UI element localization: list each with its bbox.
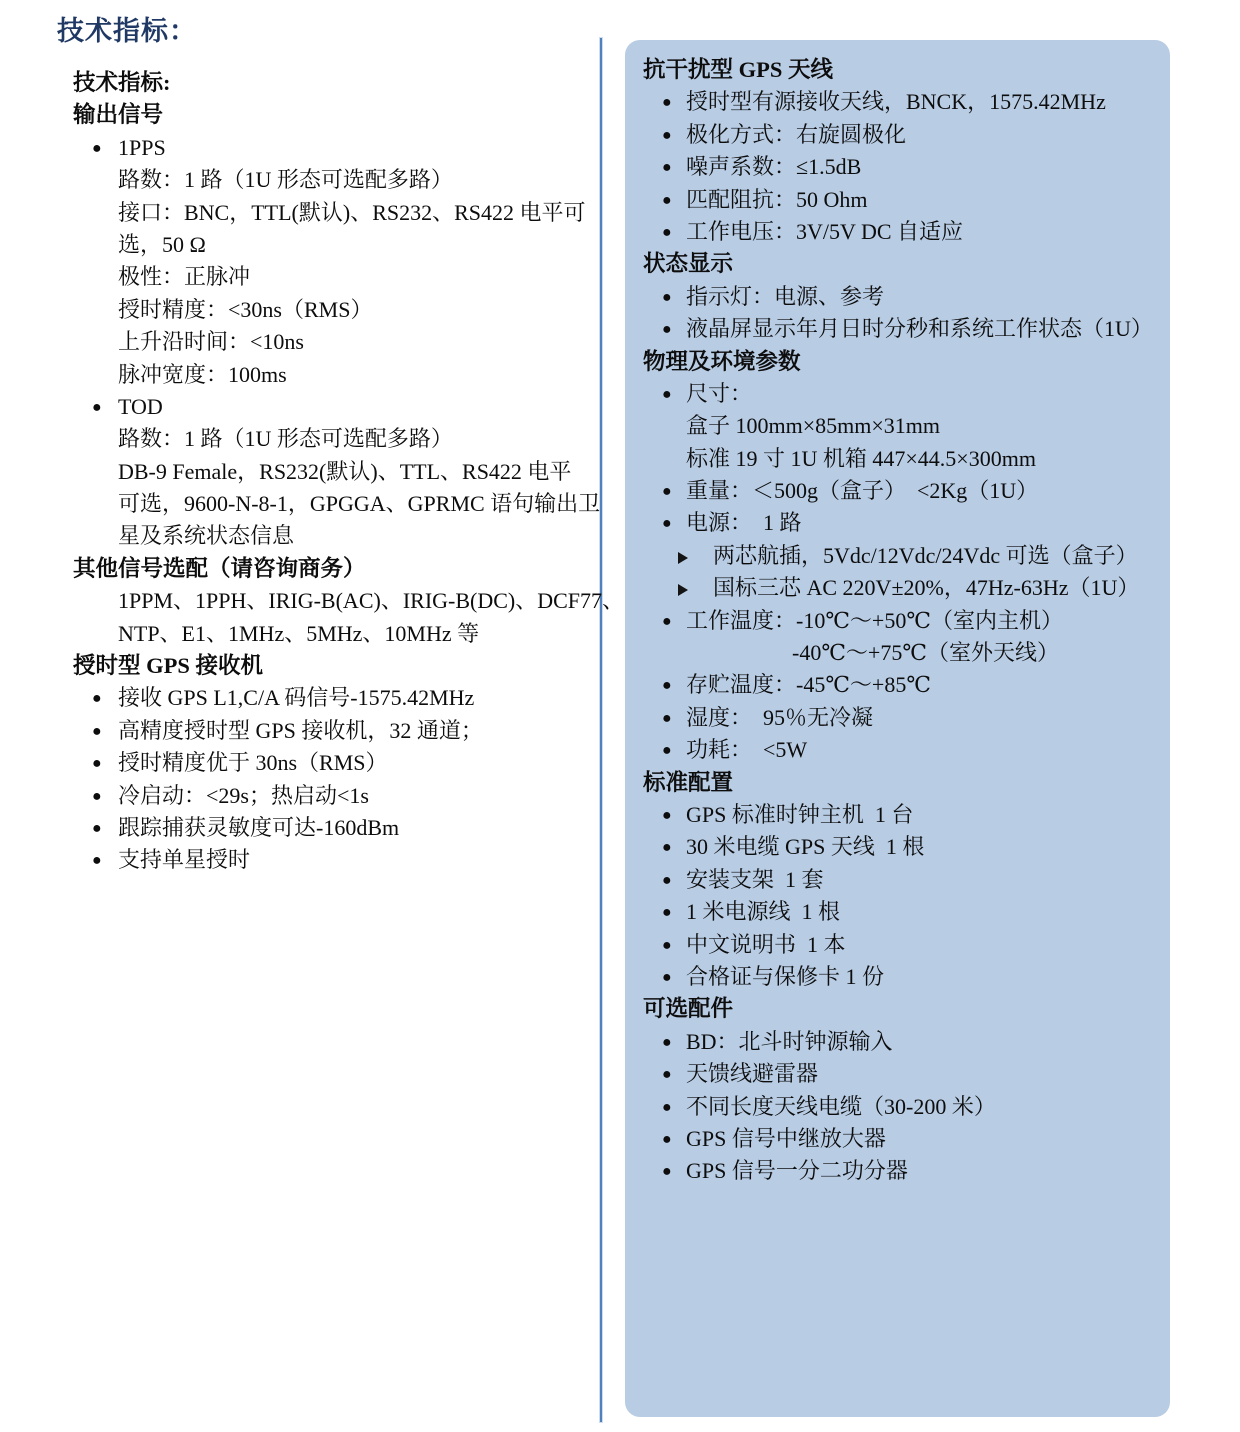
spec-text: 星及系统状态信息 [118, 523, 295, 549]
spec-text: 输出信号 [73, 102, 164, 128]
spec-text: 电源： 1 路 [686, 510, 802, 536]
spec-line [625, 443, 1170, 475]
spec-line [73, 261, 593, 293]
spec-text: 存贮温度：-45℃～+85℃ [686, 672, 931, 698]
bullet-icon: ● [92, 755, 102, 773]
spec-line [625, 313, 1170, 345]
section-heading [625, 248, 1170, 280]
spec-line [73, 812, 593, 844]
spec-line [625, 605, 1170, 637]
spec-text: 路数：1 路（1U 形态可选配多路） [118, 167, 453, 193]
spec-text: 支持单星授时 [118, 847, 251, 873]
left-spec-column [73, 67, 625, 877]
spec-text: 工作电压：3V/5V DC 自适应 [686, 218, 964, 244]
spec-line [625, 540, 1170, 572]
spec-text: 其他信号选配（请咨询商务） [73, 555, 366, 581]
section-heading [625, 993, 1170, 1025]
spec-line [625, 799, 1170, 831]
spec-text: 脉冲宽度：100ms [118, 361, 287, 387]
bullet-icon: ● [92, 787, 102, 805]
spec-text: 不同长度天线电缆（30-200 米） [686, 1093, 996, 1119]
spec-line [73, 520, 593, 552]
spec-text: 授时型 GPS 接收机 [73, 653, 264, 679]
spec-line [73, 747, 593, 779]
spec-text: 可选配件 [643, 996, 734, 1022]
arrow-icon [678, 552, 688, 564]
section-heading [625, 54, 1170, 86]
bullet-icon: ● [662, 612, 672, 630]
spec-text: 30 米电缆 GPS 天线 1 根 [686, 834, 925, 860]
page-title: 技术指标： [57, 16, 197, 46]
spec-line [625, 734, 1170, 766]
spec-text: DB-9 Female，RS232(默认)、TTL、RS422 电平 [118, 458, 572, 484]
spec-line [625, 896, 1170, 928]
spec-line [625, 86, 1170, 118]
spec-line [73, 585, 625, 617]
spec-line [625, 1058, 1170, 1090]
spec-line [73, 229, 593, 261]
bullet-icon: ● [662, 126, 672, 144]
bullet-icon: ● [92, 690, 102, 708]
bullet-icon: ● [662, 904, 672, 922]
bullet-icon: ● [662, 515, 672, 533]
spec-text: -40℃～+75℃（室外天线） [792, 640, 1059, 666]
spec-line [73, 456, 593, 488]
bullet-icon: ● [662, 677, 672, 695]
spec-line [625, 961, 1170, 993]
bullet-icon: ● [662, 483, 672, 501]
spec-text: GPS 信号一分二功分器 [686, 1158, 908, 1184]
section-heading [73, 67, 593, 99]
spec-text: 1PPS [118, 134, 166, 160]
bullet-icon: ● [662, 159, 672, 177]
spec-line [73, 488, 601, 520]
spec-text: 路数：1 路（1U 形态可选配多路） [118, 426, 453, 452]
spec-text: TOD [118, 393, 163, 419]
column-divider-line [600, 38, 602, 1422]
spec-line [625, 1155, 1170, 1187]
spec-line [73, 294, 593, 326]
spec-line [73, 715, 593, 747]
spec-text: 指示灯：电源、参考 [686, 283, 885, 309]
right-spec-column [625, 54, 1170, 1188]
spec-line [625, 475, 1170, 507]
bullet-icon: ● [662, 288, 672, 306]
spec-text: 极性：正脉冲 [118, 264, 251, 290]
spec-line [625, 702, 1170, 734]
spec-line [625, 1091, 1170, 1123]
spec-line [73, 359, 593, 391]
spec-line [625, 637, 1170, 669]
spec-line [625, 669, 1170, 701]
spec-line [625, 216, 1170, 248]
spec-line [73, 423, 593, 455]
spec-line [625, 119, 1170, 151]
section-heading [625, 767, 1170, 799]
bullet-icon: ● [662, 839, 672, 857]
spec-text: 安装支架 1 套 [686, 866, 824, 892]
spec-line [73, 682, 593, 714]
spec-text: 状态显示 [643, 251, 734, 277]
spec-text: 盒子 100mm×85mm×31mm [686, 413, 940, 439]
spec-text: 中文说明书 1 本 [686, 931, 846, 957]
spec-line [73, 326, 593, 358]
bullet-icon: ● [662, 223, 672, 241]
bullet-icon: ● [662, 968, 672, 986]
spec-text: 重量：＜500g（盒子） <2Kg（1U） [686, 478, 1039, 504]
bullet-icon: ● [662, 1130, 672, 1148]
spec-text: 标准 19 寸 1U 机箱 447×44.5×300mm [686, 445, 1036, 471]
bullet-icon: ● [662, 321, 672, 339]
spec-line [625, 507, 1170, 539]
spec-text: 液晶屏显示年月日时分秒和系统工作状态（1U） [686, 316, 1153, 342]
bullet-icon: ● [662, 936, 672, 954]
bullet-icon: ● [662, 806, 672, 824]
spec-text: 国标三芯 AC 220V±20%，47Hz-63Hz（1U） [713, 575, 1140, 601]
bullet-icon: ● [92, 139, 102, 157]
bullet-icon: ● [662, 742, 672, 760]
bullet-icon: ● [662, 871, 672, 889]
bullet-icon: ● [662, 1098, 672, 1116]
spec-line [73, 618, 593, 650]
spec-text: 功耗： <5W [686, 737, 808, 763]
spec-line [625, 864, 1170, 896]
spec-text: 可选，9600-N-8-1，GPGGA、GPRMC 语句输出卫 [118, 491, 601, 517]
spec-line [625, 1123, 1170, 1155]
bullet-icon: ● [92, 819, 102, 837]
arrow-icon [678, 584, 688, 596]
bullet-icon: ● [662, 1163, 672, 1181]
section-heading [73, 99, 593, 131]
spec-text: 接口：BNC，TTL(默认)、RS232、RS422 电平可 [118, 199, 586, 225]
spec-text: 选，50 Ω [118, 231, 206, 257]
spec-text: 接收 GPS L1,C/A 码信号-1575.42MHz [118, 685, 475, 711]
spec-text: 冷启动：<29s；热启动<1s [118, 782, 369, 808]
bullet-icon: ● [662, 94, 672, 112]
spec-line [73, 780, 593, 812]
spec-text: 物理及环境参数 [643, 348, 801, 374]
spec-line [625, 151, 1170, 183]
spec-text: 湿度： 95％无冷凝 [686, 704, 874, 730]
spec-text: 噪声系数：≤1.5dB [686, 154, 862, 180]
spec-line [625, 929, 1170, 961]
spec-line [625, 378, 1170, 410]
spec-text: 合格证与保修卡 1 份 [686, 963, 885, 989]
bullet-icon: ● [662, 385, 672, 403]
bullet-icon: ● [92, 852, 102, 870]
spec-text: 标准配置 [643, 769, 734, 795]
bullet-icon: ● [662, 191, 672, 209]
spec-line [73, 391, 593, 423]
spec-line [625, 184, 1170, 216]
bullet-icon: ● [662, 1066, 672, 1084]
spec-line [625, 1026, 1170, 1058]
spec-text: 天馈线避雷器 [686, 1061, 819, 1087]
bullet-icon: ● [92, 722, 102, 740]
spec-text: 1 米电源线 1 根 [686, 899, 841, 925]
spec-line [625, 410, 1170, 442]
spec-text: 授时精度优于 30ns（RMS） [118, 750, 388, 776]
spec-line [625, 572, 1170, 604]
section-heading [73, 650, 593, 682]
section-heading [73, 553, 593, 585]
spec-text: 抗干扰型 GPS 天线 [643, 57, 834, 82]
bullet-icon: ● [662, 1033, 672, 1051]
spec-text: 尺寸： [686, 380, 753, 406]
spec-text: 授时精度：<30ns（RMS） [118, 296, 373, 322]
spec-line [73, 197, 593, 229]
spec-text: GPS 标准时钟主机 1 台 [686, 801, 914, 827]
spec-text: 上升沿时间：<10ns [118, 329, 304, 355]
spec-line [73, 844, 593, 876]
spec-line [625, 831, 1170, 863]
section-heading [625, 346, 1170, 378]
bullet-icon: ● [662, 709, 672, 727]
spec-text: 两芯航插，5Vdc/12Vdc/24Vdc 可选（盒子） [713, 542, 1138, 568]
spec-text: NTP、E1、1MHz、5MHz、10MHz 等 [118, 620, 480, 646]
spec-line [73, 132, 593, 164]
spec-text: 1PPM、1PPH、IRIG-B(AC)、IRIG-B(DC)、DCF77、 [118, 588, 625, 614]
spec-text: BD：北斗时钟源输入 [686, 1028, 893, 1054]
spec-text: 极化方式：右旋圆极化 [686, 121, 907, 147]
spec-line [625, 281, 1170, 313]
spec-text: 跟踪捕获灵敏度可达-160dBm [118, 814, 400, 840]
spec-text: 匹配阻抗：50 Ohm [686, 186, 868, 212]
spec-text: 授时型有源接收天线，BNCK，1575.42MHz [686, 89, 1106, 115]
bullet-icon: ● [92, 398, 102, 416]
spec-text: 技术指标: [73, 70, 171, 95]
spec-line [73, 164, 593, 196]
spec-text: GPS 信号中继放大器 [686, 1125, 886, 1151]
spec-text: 工作温度：-10℃～+50℃（室内主机） [686, 607, 1063, 633]
spec-text: 高精度授时型 GPS 接收机，32 通道； [118, 717, 483, 743]
